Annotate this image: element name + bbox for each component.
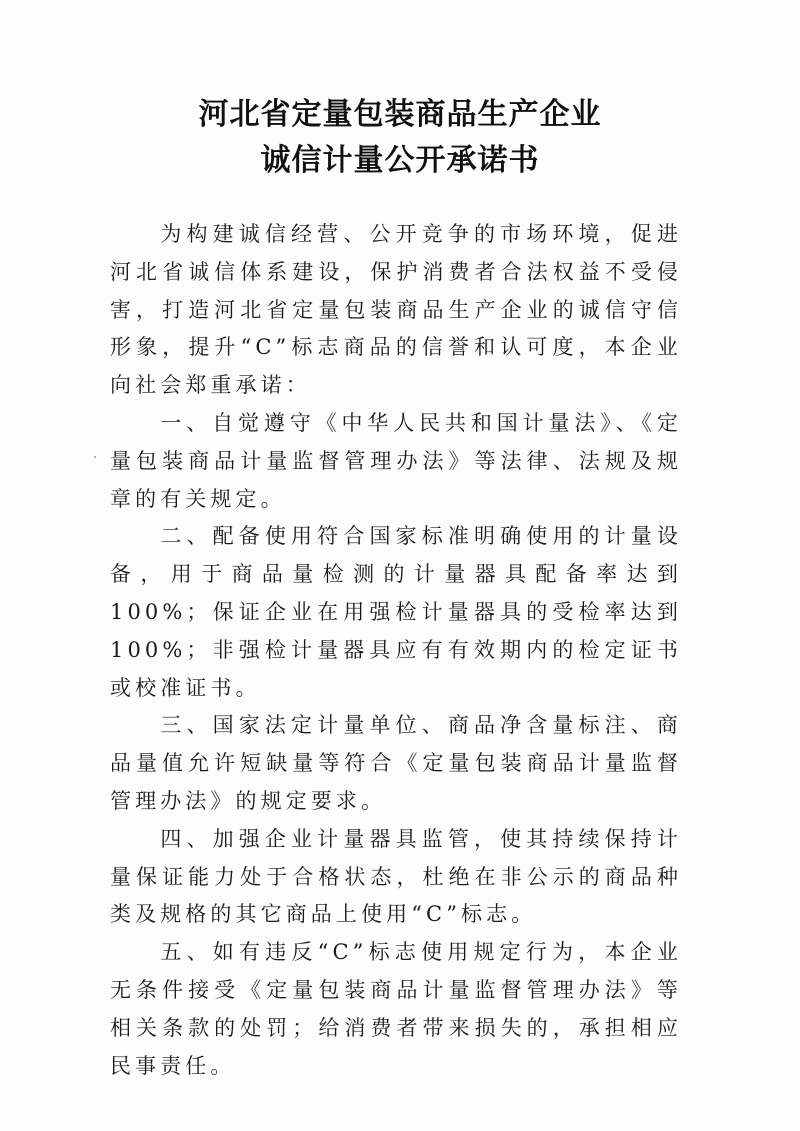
document-title: [0, 92, 800, 184]
intro-paragraph: 为构建诚信经营、公开竞争的市场环境，促进河北省诚信体系建设，保护消费者合法权益不受侵害，打造河北省定量包装商品生产企业的诚信守信形象，提升“C”标志商品的信誉和认可度，本企业向社会郑重承诺：: [110, 222, 682, 398]
clause-1-paragraph: 一、自觉遵守《中华人民共和国计量法》、《定量包装商品计量监督管理办法》等法律、法规及规章的有关规定。: [110, 410, 682, 511]
scan-speck: [94, 456, 96, 458]
title-line-2: 诚信计量公开承诺书: [260, 143, 540, 178]
clause-5-paragraph: 五、如有违反“C”标志使用规定行为，本企业无条件接受《定量包装商品计量监督管理办法》等相关条款的处罚；给消费者带来损失的，承担相应民事责任。: [110, 940, 682, 1078]
document-body: [110, 216, 682, 1085]
clause-3-paragraph: 三、国家法定计量单位、商品净含量标注、商品量值允许短缺量等符合《定量包装商品计量监督管理办法》的规定要求。: [110, 713, 682, 813]
title-line-1: 河北省定量包装商品生产企业: [198, 97, 602, 132]
clause-2-paragraph: 二、配备使用符合国家标准明确使用的计量设备，用于商品量检测的计量器具配备率达到100%；保证企业在用强检计量器具的受检率达到100%；非强检计量器具应有有效期内的检定证书或校准证书。: [110, 524, 682, 700]
clause-4-paragraph: 四、加强企业计量器具监管，使其持续保持计量保证能力处于合格状态，杜绝在非公示的商品种类及规格的其它商品上使用“C”标志。: [110, 826, 682, 927]
